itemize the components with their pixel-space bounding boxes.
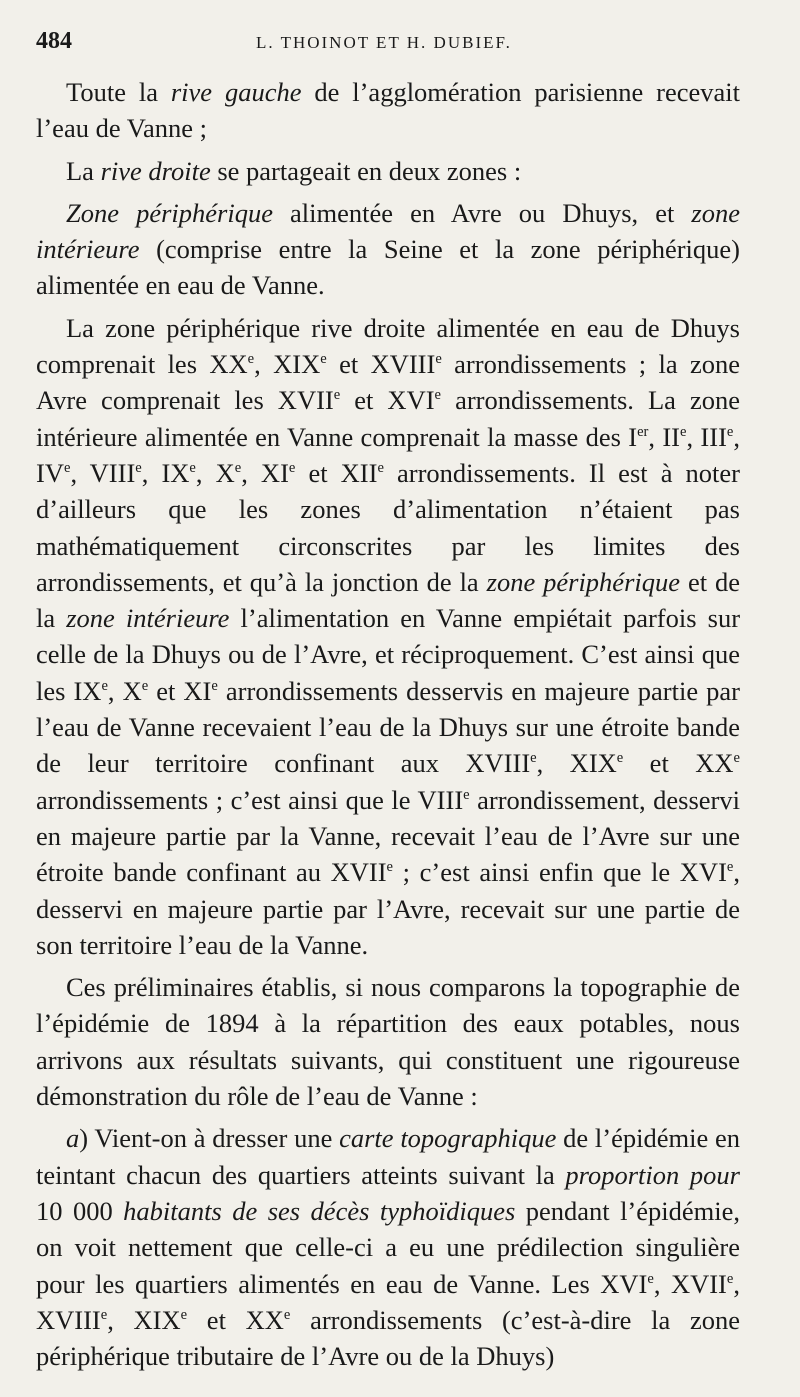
text-run: arrondissements ; c’est ainsi que le VIII (36, 784, 464, 815)
paragraph (36, 1120, 740, 1374)
text-run: 10 000 (36, 1195, 124, 1226)
italic-text: carte topographique (339, 1123, 557, 1154)
text-run: arrondissements desservis en majeure partie par l’eau de Vanne recevaient l’eau de la Dhuys sur une étroite bande de leur territoire confinant aux XVIII (36, 675, 740, 779)
text-run: de l’épidémie en teintant chacun des quartiers atteints suivant la (36, 1123, 741, 1190)
superscript: e (733, 750, 740, 767)
text-run: et de la (36, 566, 740, 634)
superscript: e (333, 387, 341, 404)
text-run: , IV (36, 421, 740, 488)
page-number: 484 (36, 28, 72, 54)
text-run: La zone périphérique rive droite alimentée en eau de Dhuys comprenait les XX (36, 312, 740, 380)
page-header (36, 28, 740, 72)
superscript: e (100, 1306, 108, 1323)
superscript: e (680, 423, 687, 440)
text-run: , XVIII (36, 1268, 740, 1335)
text-run: ; c’est ainsi enfin que le XVI (393, 857, 727, 888)
superscript: e (726, 859, 734, 876)
text-run: , IX (141, 457, 190, 488)
superscript: e (377, 459, 384, 476)
text-run: se partageait en deux zones : (210, 155, 522, 186)
superscript: e (101, 677, 108, 694)
superscript: e (726, 423, 734, 440)
superscript: e (288, 459, 296, 476)
superscript: e (211, 677, 218, 694)
text-run: , X (107, 675, 142, 706)
superscript: e (530, 750, 537, 767)
superscript: e (234, 459, 242, 476)
text-run: , X (195, 457, 235, 488)
italic-text: rive gauche (170, 77, 302, 107)
text-run: de l’agglomération parisienne recevait l’eau de Vanne ; (36, 77, 740, 144)
text-run: Toute la (66, 77, 171, 107)
text-run: , XIX (107, 1304, 181, 1335)
text-run: , XVII (653, 1268, 727, 1299)
text-run: (comprise entre la Seine et la zone périphérique) alimentée en eau de Vanne. (36, 234, 740, 301)
text-run: Ces préliminaires établis, si nous comparons la topographie de l’épidémie de 1894 à la répartition des eaux potables, nous arrivons aux résultats suivants, qui constituent une rigoureuse démonstration du rôle de l’eau de Vanne : (36, 972, 740, 1112)
superscript: e (463, 786, 470, 803)
text-run: , II (648, 421, 681, 452)
italic-text: rive droite (100, 155, 211, 186)
text-run: et XX (187, 1304, 284, 1335)
italic-text: a (66, 1123, 80, 1154)
superscript: e (435, 350, 442, 367)
paragraph (36, 153, 740, 189)
superscript: e (320, 350, 327, 367)
superscript: e (647, 1270, 654, 1287)
italic-text: Zone périphérique (66, 197, 273, 228)
text-run: et XII (295, 457, 378, 488)
paragraph (36, 195, 740, 304)
superscript: e (189, 459, 196, 476)
text-run: arrondissements. La zone intérieure alimentée en Vanne comprenait la masse des I (36, 385, 740, 452)
paragraph (36, 969, 740, 1114)
superscript: e (180, 1306, 188, 1323)
text-run: ) Vient-on à dresser une (79, 1123, 340, 1154)
text-run: , VIII (70, 457, 136, 488)
text-run: et XX (623, 748, 734, 779)
text-run: alimentée en Avre ou Dhuys, et (272, 197, 692, 228)
text-run: , XIX (254, 349, 321, 380)
italic-text: zone intérieure (36, 197, 740, 265)
superscript: e (616, 750, 624, 767)
italic-text: zone intérieure (66, 603, 230, 634)
text-run: et XVI (340, 385, 435, 416)
superscript: e (283, 1306, 291, 1323)
text-run: , desservi en majeure partie par l’Avre, recevait sur une partie de son territoire l’eau de la Vanne. (36, 857, 740, 960)
body-text (36, 74, 740, 1374)
superscript: e (247, 350, 255, 367)
text-run: pendant l’épidémie, on voit nettement que celle-ci a eu une prédilection singulière pour les quartiers alimentés en eau de Vanne. Les XVI (36, 1195, 741, 1299)
superscript: er (637, 423, 649, 440)
superscript: e (135, 459, 142, 476)
italic-text: proportion pour (565, 1159, 740, 1190)
text-run: La (66, 155, 101, 186)
italic-text: habitants de ses décès typhoïdiques (123, 1195, 516, 1226)
text-run: l’alimentation en Vanne empiétait parfois sur celle de la Dhuys ou de l’Avre, et réciproquement. C’est ainsi que les IX (36, 603, 741, 706)
text-run: , XIX (536, 748, 617, 779)
superscript: e (63, 459, 71, 476)
text-run: arrondissements. Il est à noter d’ailleurs que les zones d’alimentation n’étaient pas mathématiquement circonscrites par les limites des arrondissements, et qu’à la jonction de la (36, 457, 740, 597)
text-run: , XI (241, 457, 289, 488)
text-run: arrondissement, desservi en majeure partie par la Vanne, recevait l’eau de l’Avre sur une étroite bande confinant au XVII (36, 784, 740, 888)
superscript: e (386, 859, 394, 876)
paragraph (36, 74, 740, 147)
text-run: et XI (148, 675, 212, 706)
text-run: , III (686, 421, 727, 452)
text-run: arrondissements (c’est-à-dire la zone périphérique tributaire de l’Avre ou de la Dhuys) (36, 1304, 740, 1372)
text-run: arrondissements ; la zone Avre comprenait les XVII (36, 349, 740, 416)
text-run: et XVIII (326, 349, 436, 380)
italic-text: zone périphérique (486, 566, 681, 597)
running-head: L. THOINOT ET H. DUBIEF. (256, 33, 512, 52)
superscript: e (141, 677, 149, 694)
paragraph (36, 310, 740, 963)
superscript: e (434, 387, 442, 404)
superscript: e (726, 1270, 734, 1287)
